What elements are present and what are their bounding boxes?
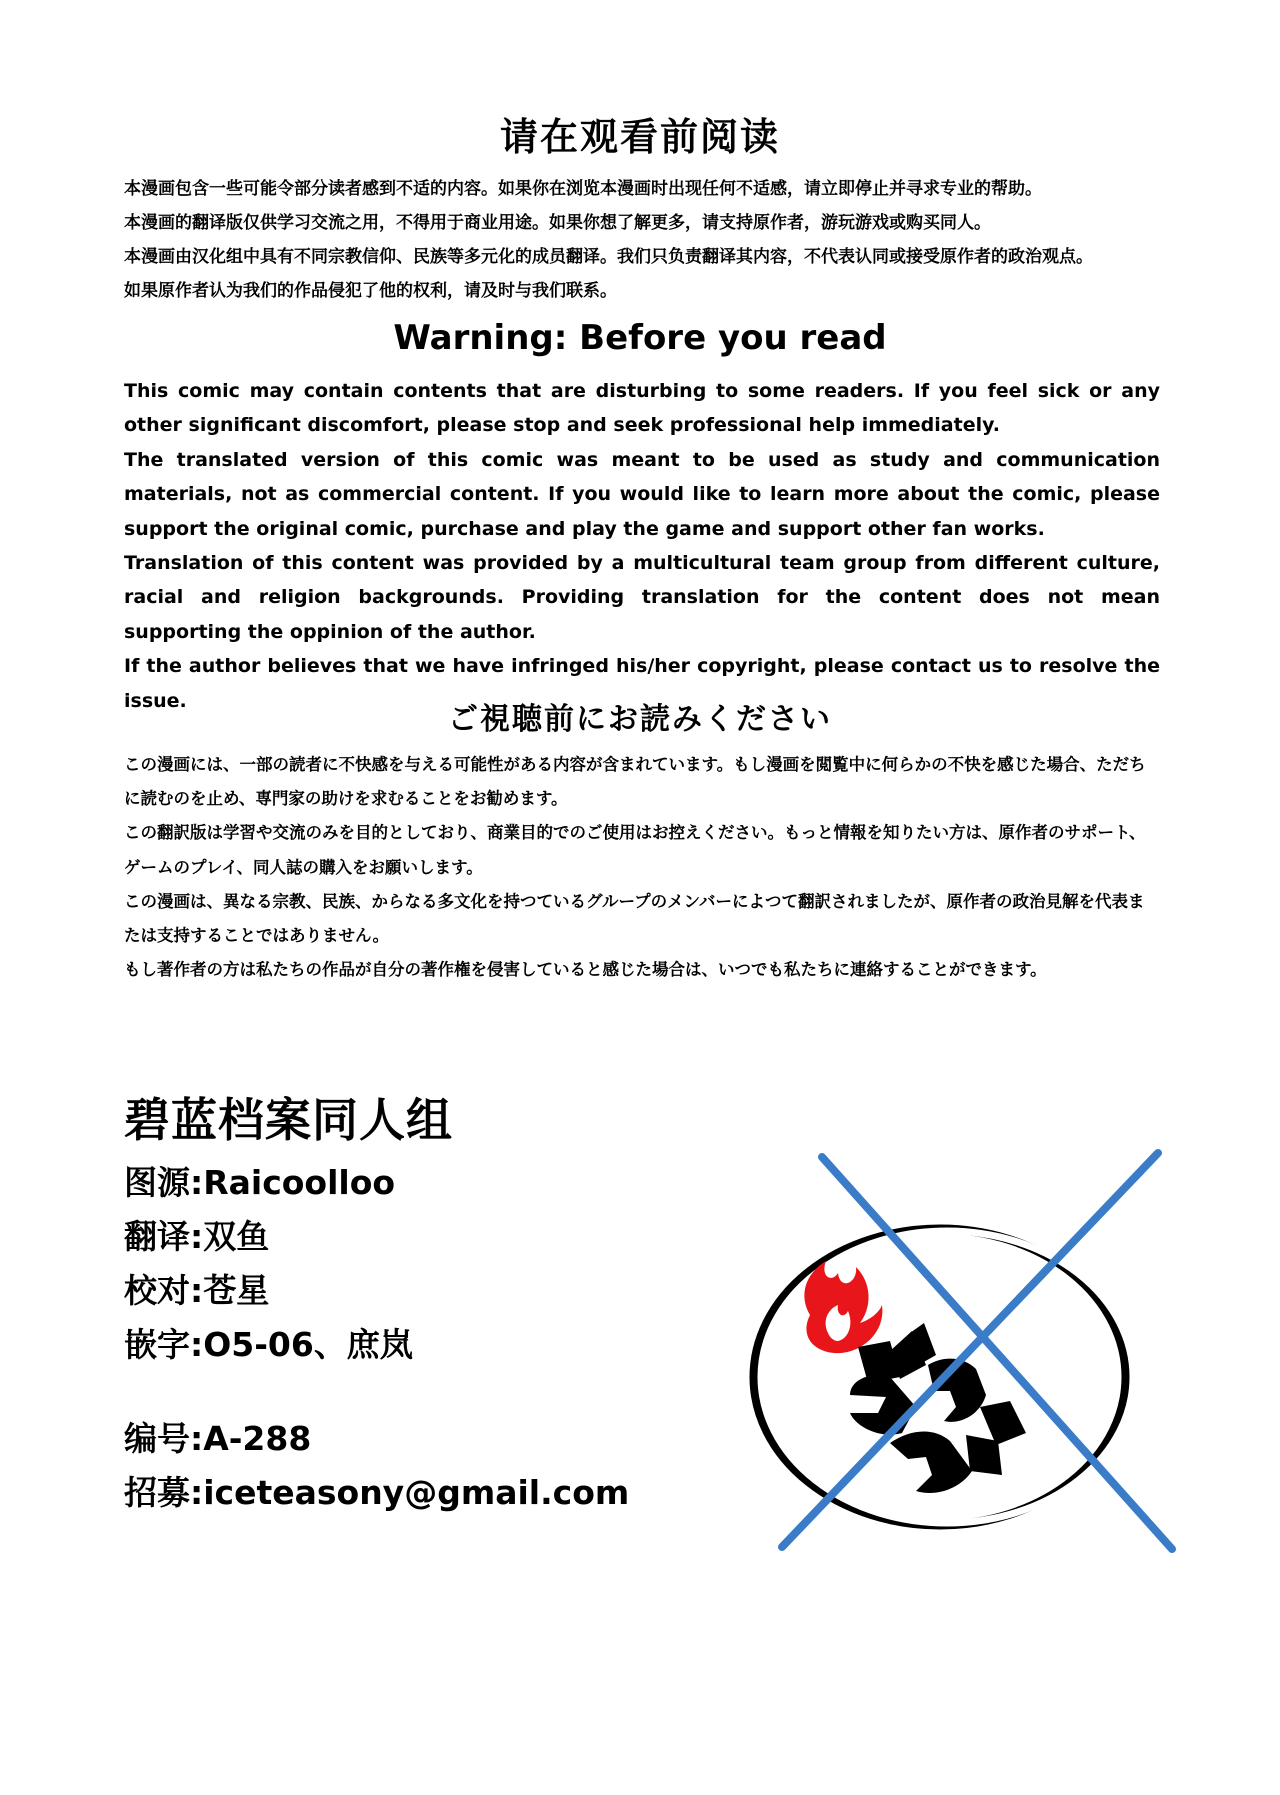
credit-translator: 翻译:双鱼	[124, 1217, 270, 1256]
cn-notice-line: 本漫画由汉化组中具有不同宗教信仰、民族等多元化的成员翻译。我们只负责翻译其内容，不代表认同或接受原作者的政治观点。	[124, 247, 1093, 267]
jp-notice-title: ご視聴前にお読みください	[448, 702, 832, 737]
cn-notice-line: 本漫画的翻译版仅供学习交流之用，不得用于商业用途。如果你想了解更多，请支持原作者，游玩游戏或购买同人。	[124, 213, 991, 233]
credit-source: 图源:Raicoolloo	[124, 1163, 396, 1202]
en-warning-paragraph: The translated version of this comic was meant to be used as study and communication materials, not as commercial content. If you would like to learn more about the comic, please support the original comic, purchase and play the game and support other fan works.	[124, 448, 1160, 540]
en-warning-paragraph: This comic may contain contents that are disturbing to some readers. If you feel sick or any other significant discomfort, please stop and seek professional help immediately.	[124, 380, 1160, 437]
credit-typesetter: 嵌字:O5-06、庶岚	[124, 1325, 413, 1364]
credit-recruit: 招募:iceteasony@gmail.com	[124, 1473, 630, 1512]
group-emblem-icon	[740, 1145, 1180, 1565]
jp-notice-line: この漫画は、異なる宗教、民族、からなる多文化を持つているグループのメンバーによつて翻訳されましたが、原作者の政治見解を代表または支持することではありません。	[124, 891, 1145, 946]
gear-wrench-icon	[850, 1323, 1026, 1493]
credits-block	[124, 1090, 629, 1520]
cn-notice-line: 本漫画包含一些可能令部分读者感到不适的内容。如果你在浏览本漫画时出现任何不适感，请立即停止并寻求专业的帮助。	[124, 179, 1042, 199]
en-warning-title: Warning: Before you read	[393, 318, 887, 358]
credit-number: 编号:A-288	[124, 1419, 312, 1458]
credit-proofreader: 校对:苍星	[124, 1271, 270, 1310]
cn-notice-title: 请在观看前阅读	[499, 115, 780, 159]
jp-notice-body	[124, 748, 1160, 987]
jp-notice-line: もし著作者の方は私たちの作品が自分の著作権を侵害していると感じた場合は、いつでも私たちに連絡することができます。	[124, 960, 1047, 980]
group-name: 碧蓝档案同人组	[124, 1093, 453, 1147]
flame-icon	[804, 1261, 882, 1353]
en-warning-paragraph: Translation of this content was provided by a multicultural team group from different culture, racial and religion backgrounds. Providing translation for the content does not mean supporting the oppinion of the author.	[124, 552, 1160, 643]
en-warning-body	[124, 374, 1160, 718]
jp-notice-line: この漫画には、一部の読者に不快感を与える可能性がある内容が含まれています。もし漫画を閲覧中に何らかの不快を感じた場合、ただちに読むのを止め、専門家の助けを求むることをお勧めます。	[124, 755, 1146, 809]
cn-notice-line: 如果原作者认为我们的作品侵犯了他的权利，请及时与我们联系。	[124, 281, 617, 301]
jp-notice-line: この翻訳版は学習や交流のみを目的としており、商業目的でのご使用はお控えください。もっと情報を知りたい方は、原作者のサポート、ゲームのプレイ、同人誌の購入をお願いします。	[124, 823, 1146, 877]
cn-notice-body	[124, 172, 1160, 308]
en-warning-paragraph: If the author believes that we have infringed his/her copyright, please contact us to resolve the issue.	[124, 655, 1160, 712]
